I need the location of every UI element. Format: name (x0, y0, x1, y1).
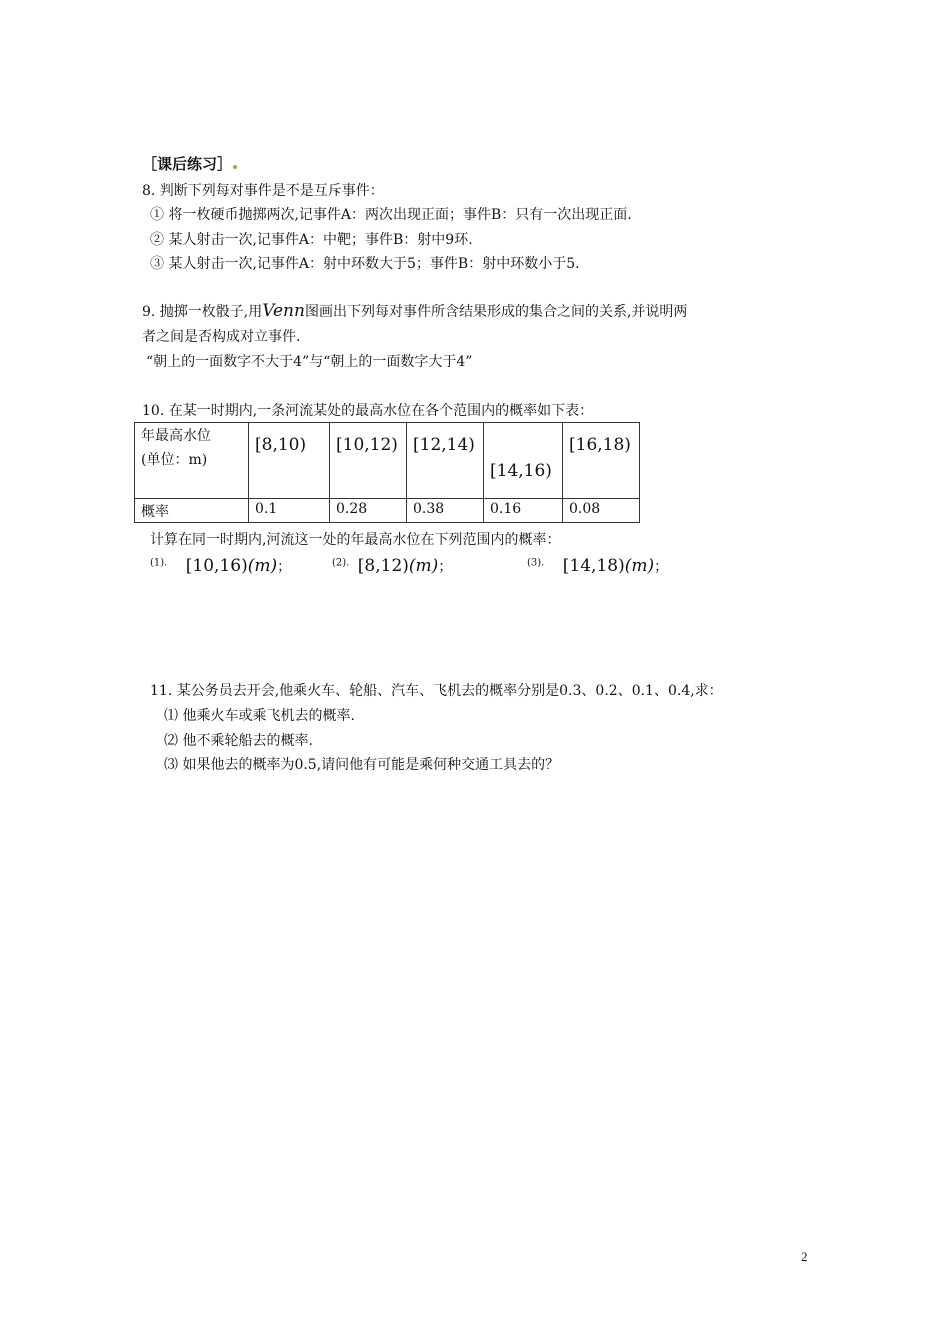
interval-cell: [16,18) (563, 423, 640, 499)
q8-stem: 8. 判断下列每对事件是不是互斥事件： (142, 183, 384, 199)
q10-calc-stem: 计算在同一时期内,河流这一处的年最高水位在下列范围内的概率： (150, 532, 561, 548)
q11-item-1: ⑴ 他乘火车或乘飞机去的概率. (164, 708, 355, 724)
probability-cell: 0.38 (407, 499, 484, 523)
q9-line-2: 者之间是否构成对立事件. (142, 329, 301, 345)
q9-line-1: 9. 抛掷一枚骰子,用Venn图画出下列每对事件所含结果形成的集合之间的关系,并说明两 (142, 301, 688, 321)
interval-cell: [10,12) (330, 423, 407, 499)
q10-part-3: $^{(3).}$ [14,18)(m)； (527, 556, 669, 576)
q10-part-1: $^{(1).}$ [10,16)(m)； (150, 556, 292, 576)
section-heading: ［课后练习］ (142, 153, 237, 174)
interval-cell: [12,14) (407, 423, 484, 499)
probability-cell: 0.16 (484, 499, 563, 523)
probability-cell: 0.08 (563, 499, 640, 523)
table-header-label: 年最高水位 (单位：m) (135, 423, 249, 499)
probability-cell: 0.28 (330, 499, 407, 523)
q11-item-2: ⑵ 他不乘轮船去的概率. (164, 733, 313, 749)
q10-part-2: $^{(2).}$ [8,12)(m)； (332, 556, 453, 576)
venn-term: Venn (262, 301, 305, 321)
q11-stem: 11. 某公务员去开会,他乘火车、轮船、汽车、飞机去的概率分别是0.3、0.2、0.1、0.4,求： (150, 683, 723, 699)
page-number: 2 (801, 1249, 808, 1264)
q11-item-3: ⑶ 如果他去的概率为0.5,请问他有可能是乘何种交通工具去的？ (164, 757, 560, 773)
q10-stem: 10. 在某一时期内,一条河流某处的最高水位在各个范围内的概率如下表： (142, 403, 594, 419)
probability-cell: 0.1 (249, 499, 330, 523)
table-row-probabilities (135, 499, 640, 523)
q9-line-3: “朝上的一面数字不大于4”与“朝上的一面数字大于4” (146, 354, 473, 370)
q8-item-1: ① 将一枚硬币抛掷两次,记事件A：两次出现正面；事件B：只有一次出现正面. (150, 207, 632, 223)
table-row-label: 概率 (135, 499, 249, 523)
water-level-table (134, 422, 640, 523)
q8-item-3: ③ 某人射击一次,记事件A：射中环数大于5；事件B：射中环数小于5. (150, 256, 580, 272)
q8-item-2: ② 某人射击一次,记事件A：中靶；事件B：射中9环. (150, 232, 473, 248)
interval-cell: [14,16) (484, 423, 563, 499)
table-row-intervals (135, 423, 640, 499)
marker-dot (233, 165, 237, 169)
interval-cell: [8,10) (249, 423, 330, 499)
